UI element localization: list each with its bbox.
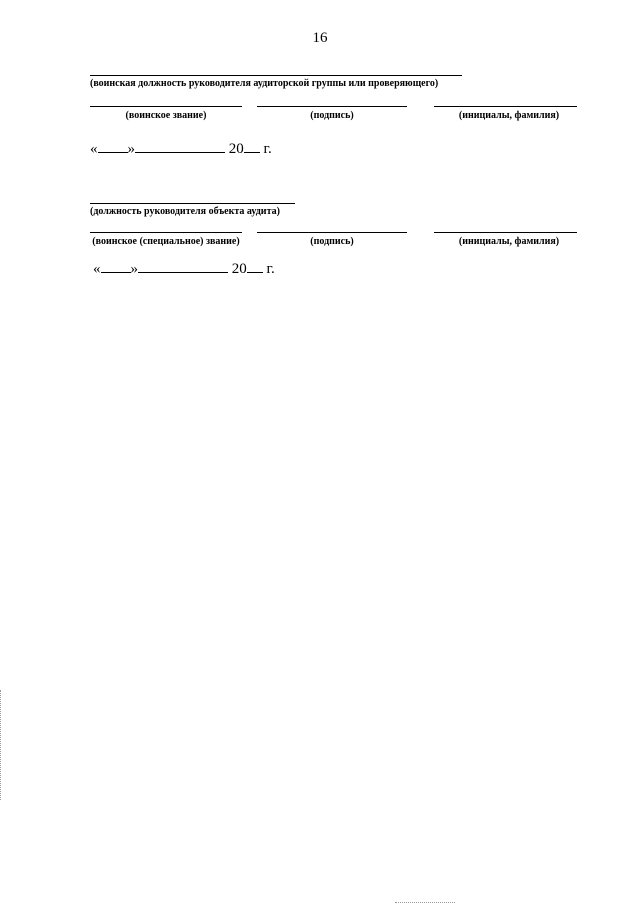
- year-blank: [244, 140, 260, 153]
- name-caption: (инициалы, фамилия): [458, 110, 560, 121]
- year-prefix: 20: [231, 261, 247, 277]
- rank-line: [90, 106, 242, 107]
- position-line: [90, 75, 462, 76]
- date-open-quote: «: [90, 141, 98, 157]
- date-line: [90, 140, 272, 158]
- rank-line: [90, 232, 242, 233]
- year-suffix: г.: [263, 141, 272, 157]
- month-blank: [135, 140, 225, 153]
- name-line: [434, 232, 577, 233]
- day-blank: [98, 140, 128, 153]
- date-close-quote: »: [130, 261, 138, 277]
- date-open-quote: «: [93, 261, 101, 277]
- signature-caption: (подпись): [310, 236, 354, 247]
- year-suffix: г.: [266, 261, 275, 277]
- page-number: 16: [312, 30, 328, 46]
- position-line: [90, 203, 295, 204]
- scan-artifact-left: [0, 690, 2, 800]
- year-blank: [247, 260, 263, 273]
- day-blank: [101, 260, 131, 273]
- name-caption: (инициалы, фамилия): [458, 236, 560, 247]
- rank-caption: (воинское (специальное) звание): [92, 236, 240, 247]
- signature-line: [257, 232, 407, 233]
- month-blank: [138, 260, 228, 273]
- signature-caption: (подпись): [310, 110, 354, 121]
- rank-caption: (воинское звание): [125, 110, 207, 121]
- signature-line: [257, 106, 407, 107]
- date-line: [93, 260, 275, 278]
- position-caption: (воинская должность руководителя аудиторской группы или проверяющего): [90, 78, 439, 89]
- position-caption: (должность руководителя объекта аудита): [90, 206, 280, 217]
- name-line: [434, 106, 577, 107]
- scan-artifact-bottom: [395, 902, 455, 903]
- date-close-quote: »: [127, 141, 135, 157]
- year-prefix: 20: [228, 141, 244, 157]
